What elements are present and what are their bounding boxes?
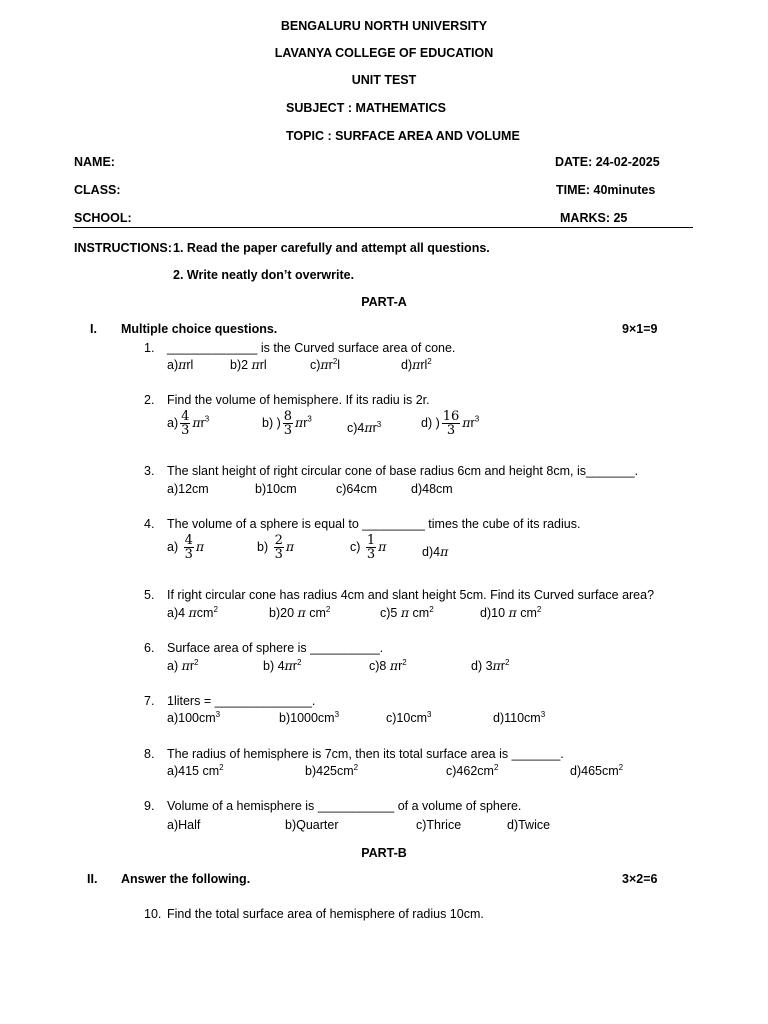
instruction-1: 1. Read the paper carefully and attempt all questions. [173,241,490,255]
question-text: The slant height of right circular cone of base radius 6cm and height 8cm, is_______. [167,464,639,478]
instruction-2: 2. Write neatly don’t overwrite. [173,268,355,282]
q7-option-a: $a)100cm^3$ [167,709,221,725]
q6-option-d: d) $3\pi r^2$ [471,657,510,673]
q5-option-c: c)5 π $cm^2$ [380,604,434,620]
q2-option-a: a) $\frac{4}{3}$ $\pi r^3$ [167,409,210,438]
q8-option-c: $c)462cm^2$ [446,762,499,778]
q5-option-d: d)10 π $cm^2$ [480,604,542,620]
q8-option-b: $b)425cm^2$ [305,762,359,778]
q5-option-a: a)4 πcm$^2$ [167,604,218,620]
time-field: TIME: 40minutes [556,183,656,197]
q3-option-d: d)48cm [411,482,453,496]
q2-option-d: d) ) $\frac{16}{3}$ $\pi r^3$ [421,409,480,438]
q9-option-d: d)Twice [507,818,551,832]
q3-option-c: c)64cm [336,482,377,496]
section-1-marks: 9×1=9 [622,322,658,336]
q9-option-c: c)Thrice [416,818,462,832]
section-1-number: I. [90,322,97,336]
q8-option-d: $d)465cm^2$ [570,762,624,778]
q6-option-c: c)8 $\pi r^2$ [369,657,407,673]
question-number: 3. [144,464,155,478]
q4-option-c: c) $\frac{1}{3}$ π [350,533,387,562]
question-text: The radius of hemisphere is 7cm, then its total surface area is _______. [167,747,564,761]
q4-option-d: d)4π [422,544,449,559]
q3-option-a: a)12cm [167,482,209,496]
q1-option-b: b)2 πrl [230,357,267,372]
question-text: Find the total surface area of hemisphere of radius 10cm. [167,907,484,921]
question-text: _____________ is the Curved surface area of cone. [167,341,456,355]
name-field: NAME: [74,155,115,169]
q5-option-b: b)20 π $cm^2$ [269,604,331,620]
q1-option-d: d)πrl$^2$ [401,356,432,372]
q7-option-b: $b)1000cm^3$ [279,709,340,725]
section-1-title: Multiple choice questions. [121,322,278,336]
section-2-number: II. [87,872,98,886]
college-title: LAVANYA COLLEGE OF EDUCATION [274,46,494,60]
part-a-title: PART-A [361,295,407,309]
q8-option-a: a)415 $cm^2$ [167,762,224,778]
question-number: 6. [144,641,155,655]
question-number: 10. [144,907,162,921]
q1-option-c: $c)\pi r^2l$ [310,356,341,372]
date-field: DATE: 24-02-2025 [555,155,660,169]
section-2-marks: 3×2=6 [622,872,658,886]
question-number: 7. [144,694,155,708]
q2-option-c: $c)4\pi r^3$ [347,419,382,435]
test-title: UNIT TEST [351,73,417,87]
q6-option-b: b) $4\pi r^2$ [263,657,302,673]
question-number: 8. [144,747,155,761]
marks-field: MARKS: 25 [560,211,628,225]
question-number: 4. [144,517,155,531]
question-number: 5. [144,588,155,602]
q4-option-a: a) $\frac{4}{3}$ π [167,533,205,562]
question-number: 1. [144,341,155,355]
q3-option-b: b)10cm [255,482,297,496]
q9-option-b: b)Quarter [285,818,339,832]
school-field: SCHOOL: [74,211,132,225]
section-2-title: Answer the following. [121,872,251,886]
question-text: Surface area of sphere is __________. [167,641,384,655]
question-number: 2. [144,393,155,407]
question-text: Volume of a hemisphere is ___________ of a volume of sphere. [167,799,522,813]
topic-line: TOPIC : SURFACE AREA AND VOLUME [286,129,520,143]
q7-option-c: $c)10cm^3$ [386,709,432,725]
q6-option-a: a) $\pi r^2$ [167,657,199,673]
question-number: 9. [144,799,155,813]
q4-option-b: b) $\frac{2}{3}$ π [257,533,295,562]
q7-option-d: $d)110cm^3$ [493,709,546,725]
q1-option-a: a)πrl [167,357,194,372]
class-field: CLASS: [74,183,121,197]
question-text: If right circular cone has radius 4cm and slant height 5cm. Find its Curved surface area? [167,588,655,602]
part-b-title: PART-B [361,846,407,860]
question-text: Find the volume of hemisphere. If its radiu is 2r. [167,393,430,407]
q2-option-b: b) ) $\frac{8}{3}$ $\pi r^3$ [262,409,312,438]
question-text: 1liters = ______________. [167,694,316,708]
subject-line: SUBJECT : MATHEMATICS [286,101,446,115]
header-divider [73,227,693,228]
instructions-label: INSTRUCTIONS: [74,241,172,255]
q9-option-a: a)Half [167,818,201,832]
question-text: The volume of a sphere is equal to _________ times the cube of its radius. [167,517,581,531]
university-title: BENGALURU NORTH UNIVERSITY [280,19,488,33]
